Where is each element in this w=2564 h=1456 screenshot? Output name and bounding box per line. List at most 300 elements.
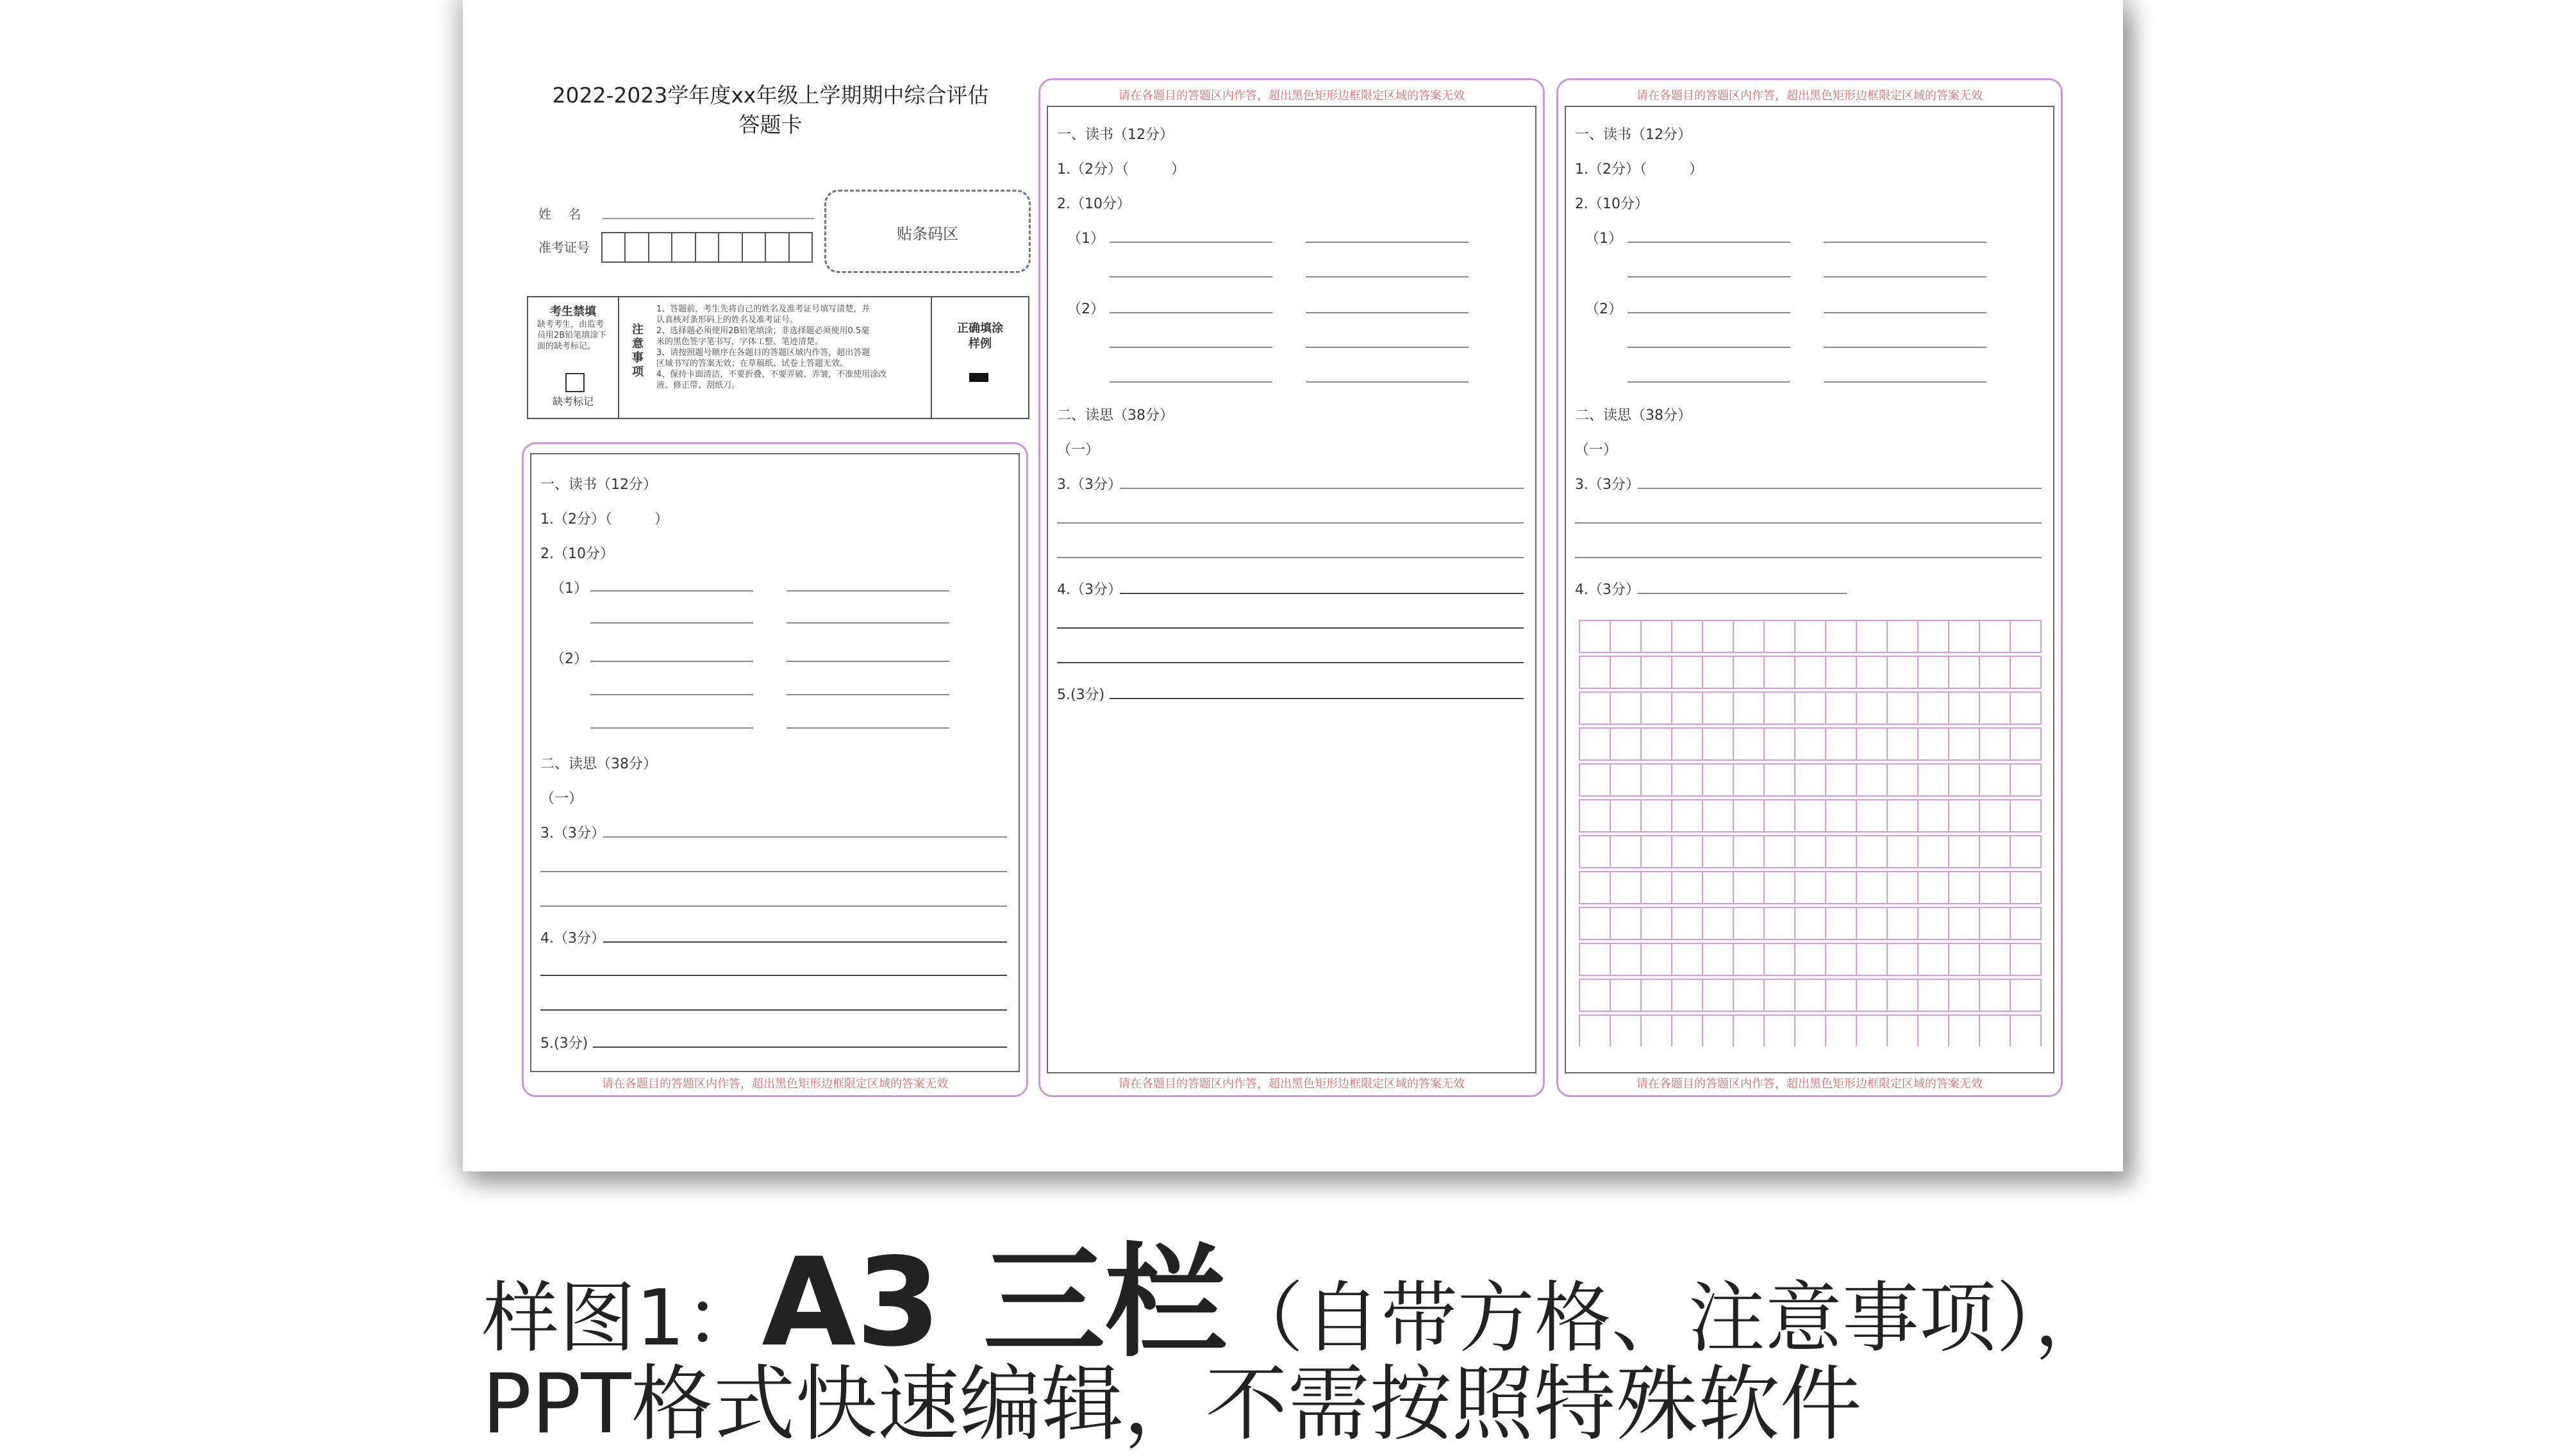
grid-cell — [1702, 800, 1733, 832]
answer-frame-col1 — [522, 442, 1028, 1097]
grid-cell — [1979, 836, 2010, 868]
answer-line — [1057, 662, 1524, 663]
question-1: 1.（2分）（ ） — [1057, 161, 1185, 178]
grid-cell — [1949, 656, 1979, 688]
grid-cell — [1672, 943, 1702, 975]
grid-cell — [1641, 656, 1672, 688]
grid-cell — [1641, 764, 1672, 796]
grid-cell — [1610, 764, 1641, 796]
grid-cell — [1949, 979, 1979, 1011]
answer-line — [1306, 347, 1469, 348]
grid-cell — [1672, 764, 1702, 796]
grid-cell — [1579, 800, 1610, 832]
grid-cell — [1887, 836, 1918, 868]
grid-cell — [1610, 907, 1641, 939]
grid-cell — [1764, 620, 1795, 652]
grid-cell — [2010, 907, 2041, 939]
grid-cell — [1579, 1015, 1610, 1046]
answer-frame-col2 — [1038, 78, 1545, 1097]
absent-mark-checkbox[interactable] — [565, 373, 585, 392]
notice-line: 4、保持卡面清洁，不要折叠、不要弄破、弄皱，不准使用涂改 — [656, 370, 887, 379]
grid-cell — [1641, 692, 1672, 724]
grid-cell — [1579, 943, 1610, 975]
grid-cell — [1949, 836, 1979, 868]
grid-cell — [2010, 728, 2041, 760]
grid-cell — [1826, 620, 1856, 652]
grid-cell — [1918, 692, 1949, 724]
notice-text — [656, 304, 932, 391]
answer-line — [1638, 593, 1847, 594]
grid-cell — [1733, 979, 1764, 1011]
grid-cell — [1826, 656, 1856, 688]
grid-cell — [1610, 979, 1641, 1011]
caption-line-2: PPT格式快速编辑，不需按照特殊软件 — [482, 1357, 1862, 1452]
grid-cell — [1979, 943, 2010, 975]
grid-cell — [1918, 800, 1949, 832]
answer-line — [593, 1046, 1007, 1048]
grid-cell — [1764, 728, 1795, 760]
answer-line — [1824, 312, 1986, 313]
name-line — [603, 218, 814, 219]
grid-cell — [1641, 872, 1672, 904]
question-3: 3.（3分） — [1575, 477, 1640, 493]
part-1-title: （一） — [1057, 442, 1100, 458]
grid-cell — [1856, 943, 1887, 975]
grid-cell — [1610, 728, 1641, 760]
answer-line — [1110, 347, 1272, 348]
grid-cell — [1733, 907, 1764, 939]
question-2-sub-2: （2） — [1585, 301, 1622, 317]
grid-cell — [2010, 800, 2041, 832]
grid-cell — [1672, 620, 1702, 652]
grid-cell — [1795, 872, 1826, 904]
grid-cell — [1826, 728, 1856, 760]
grid-cell — [1826, 764, 1856, 796]
answer-line — [1575, 522, 2042, 524]
grid-cell — [1918, 728, 1949, 760]
grid-cell — [1672, 728, 1702, 760]
title-line-1: 2022-2023学年度xx年级上学期期中综合评估 — [552, 83, 989, 108]
grid-cell — [1856, 728, 1887, 760]
grid-cell — [1795, 764, 1826, 796]
question-3: 3.（3分） — [540, 825, 605, 841]
grid-cell — [1887, 907, 1918, 939]
grid-cell — [1764, 656, 1795, 688]
grid-cell — [1856, 692, 1887, 724]
answer-line — [540, 1009, 1007, 1011]
grid-cell — [1733, 943, 1764, 975]
grid-cell — [1887, 1015, 1918, 1046]
grid-cell — [1856, 1015, 1887, 1046]
grid-cell — [1856, 907, 1887, 939]
answer-line — [1057, 627, 1524, 629]
grid-cell — [1826, 836, 1856, 868]
grid-cell — [1610, 943, 1641, 975]
grid-cell — [1826, 692, 1856, 724]
grid-cell — [1918, 907, 1949, 939]
grid-cell — [1856, 656, 1887, 688]
grid-cell — [1856, 620, 1887, 652]
composition-grid — [1579, 620, 2043, 1046]
answer-line — [1110, 698, 1524, 699]
grid-cell — [1949, 692, 1979, 724]
name-label: 姓 名 — [538, 206, 581, 222]
grid-cell — [1795, 1015, 1826, 1046]
answer-line — [603, 941, 1007, 943]
question-1: 1.（2分）（ ） — [1575, 161, 1703, 178]
grid-cell — [1856, 764, 1887, 796]
grid-cell — [1979, 872, 2010, 904]
grid-cell — [1979, 800, 2010, 832]
grid-cell — [1641, 943, 1672, 975]
grid-cell — [1764, 872, 1795, 904]
grid-cell — [2010, 1015, 2041, 1046]
grid-cell — [1610, 620, 1641, 652]
grid-cell — [1826, 1015, 1856, 1046]
answer-line — [540, 906, 1007, 907]
grid-cell — [1764, 800, 1795, 832]
answer-line — [1306, 276, 1469, 277]
grid-cell — [1795, 656, 1826, 688]
grid-cell — [1610, 656, 1641, 688]
answer-line — [1824, 381, 1986, 383]
notice-line: 3、请按照题号顺序在各题目的答题区域内作答，超出答题 — [656, 348, 870, 358]
grid-cell — [1702, 872, 1733, 904]
answer-line — [590, 590, 753, 592]
question-2: 2.（10分） — [540, 546, 614, 562]
grid-cell — [1979, 764, 2010, 796]
barcode-area — [824, 190, 1031, 273]
grid-cell — [1579, 692, 1610, 724]
grid-cell — [1918, 656, 1949, 688]
grid-cell — [1702, 764, 1733, 796]
grid-cell — [1641, 728, 1672, 760]
question-2-sub-1: （1） — [551, 581, 588, 597]
grid-cell — [1856, 979, 1887, 1011]
warning-text: 请在各题目的答题区内作答，超出黑色矩形边框限定区域的答案无效 — [602, 1077, 948, 1091]
notice-title: 注意事项 — [632, 323, 644, 379]
grid-cell — [1795, 836, 1826, 868]
grid-cell — [1610, 692, 1641, 724]
question-3: 3.（3分） — [1057, 477, 1122, 493]
barcode-label: 贴条码区 — [897, 225, 958, 243]
grid-cell — [1979, 656, 2010, 688]
grid-cell — [1702, 907, 1733, 939]
grid-cell — [1672, 979, 1702, 1011]
grid-cell — [1702, 1015, 1733, 1046]
answer-frame-col3 — [1556, 78, 2063, 1097]
grid-cell — [1672, 907, 1702, 939]
notice-line: 1、答题前，考生先将自己的姓名及准考证号填写清楚，并 — [656, 304, 870, 314]
section-2-title: 二、读思（38分） — [1575, 408, 1692, 424]
notice-line: 区域书写的答案无效；在草稿纸、试卷上答题无效。 — [656, 359, 849, 368]
grid-cell — [1610, 872, 1641, 904]
grid-cell — [1979, 979, 2010, 1011]
notice-line: 2、选择题必须使用2B铅笔填涂；非选择题必须使用0.5毫 — [656, 326, 870, 336]
caption-bold: A3 三栏 — [762, 1232, 1227, 1373]
grid-cell — [1733, 872, 1764, 904]
grid-cell — [1579, 764, 1610, 796]
grid-cell — [1979, 907, 2010, 939]
answer-line — [1306, 242, 1469, 243]
grid-cell — [1641, 979, 1672, 1011]
grid-cell — [2010, 764, 2041, 796]
answer-line — [787, 694, 949, 695]
caption-prefix: 样图1： — [482, 1274, 762, 1363]
grid-cell — [1641, 620, 1672, 652]
question-4: 4.（3分） — [540, 931, 605, 947]
grid-cell — [1949, 728, 1979, 760]
warning-text: 请在各题目的答题区内作答，超出黑色矩形边框限定区域的答案无效 — [1119, 89, 1465, 103]
question-4: 4.（3分） — [1057, 582, 1122, 598]
grid-cell — [1949, 943, 1979, 975]
grid-cell — [1826, 800, 1856, 832]
grid-cell — [1979, 692, 2010, 724]
answer-line — [1638, 488, 2042, 489]
grid-cell — [1672, 1015, 1702, 1046]
grid-cell — [1764, 943, 1795, 975]
grid-cell — [2010, 836, 2041, 868]
grid-cell — [1887, 872, 1918, 904]
grid-cell — [1949, 872, 1979, 904]
section-2-title: 二、读思（38分） — [540, 756, 657, 772]
grid-cell — [1672, 836, 1702, 868]
candidate-forbidden-text: 缺考考生，由监考员用2B铅笔填涂下面的缺考标记。 — [537, 320, 607, 351]
answer-line — [603, 836, 1007, 838]
grid-cell — [1641, 1015, 1672, 1046]
warning-text: 请在各题目的答题区内作答，超出黑色矩形边框限定区域的答案无效 — [1119, 1077, 1465, 1091]
grid-cell — [1856, 836, 1887, 868]
filled-sample-mark — [969, 373, 988, 382]
answer-line — [1057, 557, 1524, 558]
answer-line — [1824, 347, 1986, 348]
answer-line — [787, 622, 949, 624]
correct-fill-label: 正确填涂 — [957, 322, 1003, 335]
question-2-sub-1: （1） — [1585, 231, 1622, 247]
absent-mark-label: 缺考标记 — [552, 395, 594, 408]
grid-cell — [1733, 656, 1764, 688]
grid-cell — [1702, 943, 1733, 975]
grid-cell — [1795, 979, 1826, 1011]
grid-cell — [1579, 872, 1610, 904]
answer-line — [1627, 347, 1790, 348]
grid-cell — [1733, 836, 1764, 868]
grid-cell — [1733, 1015, 1764, 1046]
answer-box-col3 — [1565, 106, 2054, 1073]
answer-box-col2 — [1047, 106, 1536, 1073]
grid-cell — [1733, 800, 1764, 832]
grid-cell — [1672, 872, 1702, 904]
notice-line: 液、修正带、刮纸刀。 — [656, 381, 740, 390]
question-2-sub-1: （1） — [1067, 231, 1104, 247]
grid-cell — [1979, 620, 2010, 652]
grid-cell — [1795, 943, 1826, 975]
grid-cell — [1918, 836, 1949, 868]
grid-cell — [1795, 907, 1826, 939]
grid-cell — [2010, 620, 2041, 652]
warning-text: 请在各题目的答题区内作答，超出黑色矩形边框限定区域的答案无效 — [1636, 1077, 1983, 1091]
grid-cell — [1918, 764, 1949, 796]
question-2-sub-2: （2） — [551, 651, 588, 667]
grid-cell — [1702, 728, 1733, 760]
grid-cell — [1949, 907, 1979, 939]
answer-line — [590, 622, 753, 624]
candidate-forbidden-cell — [528, 297, 619, 418]
caption-suffix: （自带方格、注意事项）， — [1226, 1274, 2111, 1363]
correct-fill-label-2: 样例 — [969, 337, 992, 351]
grid-cell — [1702, 656, 1733, 688]
grid-cell — [1979, 1015, 2010, 1046]
candidate-forbidden-title: 考生禁填 — [550, 305, 596, 318]
grid-cell — [2010, 656, 2041, 688]
answer-line — [1110, 276, 1272, 277]
answer-line — [787, 727, 949, 729]
grid-cell — [1579, 979, 1610, 1011]
grid-cell — [1826, 943, 1856, 975]
answer-line — [1824, 242, 1986, 243]
answer-line — [1110, 242, 1272, 243]
grid-cell — [1702, 692, 1733, 724]
answer-box-col1 — [530, 453, 1020, 1072]
answer-line — [787, 590, 949, 592]
grid-cell — [1733, 692, 1764, 724]
grid-cell — [1641, 800, 1672, 832]
question-4: 4.（3分） — [1575, 582, 1640, 598]
answer-line — [1627, 312, 1790, 313]
grid-cell — [1579, 620, 1610, 652]
question-2: 2.（10分） — [1575, 196, 1649, 212]
grid-cell — [1702, 836, 1733, 868]
grid-cell — [1579, 836, 1610, 868]
grid-cell — [1826, 979, 1856, 1011]
grid-cell — [1733, 764, 1764, 796]
grid-cell — [1887, 764, 1918, 796]
grid-cell — [1702, 979, 1733, 1011]
question-1: 1.（2分）（ ） — [540, 511, 669, 527]
grid-cell — [1887, 692, 1918, 724]
question-5: 5.(3分) — [540, 1036, 588, 1052]
answer-line — [1627, 242, 1790, 243]
question-2-sub-2: （2） — [1067, 301, 1104, 317]
grid-cell — [1610, 1015, 1641, 1046]
grid-cell — [1949, 764, 1979, 796]
grid-cell — [1764, 907, 1795, 939]
grid-cell — [1795, 800, 1826, 832]
grid-cell — [1826, 872, 1856, 904]
section-1-title: 一、读书（12分） — [1575, 127, 1692, 143]
notice-line: 米的黑色签字笔书写，字体工整、笔迹清楚。 — [656, 337, 824, 347]
answer-line — [590, 661, 753, 662]
grid-cell — [1672, 800, 1702, 832]
grid-cell — [1949, 800, 1979, 832]
grid-cell — [1918, 872, 1949, 904]
answer-line — [590, 727, 753, 729]
answer-line — [1120, 593, 1524, 594]
grid-cell — [1949, 620, 1979, 652]
answer-sheet — [463, 0, 2123, 1171]
answer-line — [1110, 312, 1272, 313]
grid-cell — [1764, 764, 1795, 796]
notice-line: 认真核对条形码上的姓名及准考证号。 — [656, 315, 799, 325]
grid-cell — [1641, 907, 1672, 939]
grid-cell — [1918, 943, 1949, 975]
grid-cell — [1795, 620, 1826, 652]
answer-line — [1306, 381, 1469, 383]
section-2-title: 二、读思（38分） — [1057, 408, 1174, 424]
grid-cell — [1672, 692, 1702, 724]
grid-cell — [1887, 943, 1918, 975]
grid-cell — [1733, 620, 1764, 652]
grid-cell — [1733, 728, 1764, 760]
exam-id-label: 准考证号 — [538, 240, 590, 255]
grid-cell — [1764, 979, 1795, 1011]
grid-cell — [1641, 836, 1672, 868]
grid-cell — [1579, 728, 1610, 760]
answer-line — [1824, 276, 1986, 277]
grid-cell — [1918, 1015, 1949, 1046]
answer-line — [1057, 522, 1524, 524]
section-1-title: 一、读书（12分） — [1057, 127, 1174, 143]
grid-cell — [1887, 979, 1918, 1011]
grid-cell — [1610, 836, 1641, 868]
question-2: 2.（10分） — [1057, 196, 1131, 212]
grid-cell — [1887, 800, 1918, 832]
grid-cell — [1764, 1015, 1795, 1046]
answer-line — [1306, 312, 1469, 313]
answer-line — [787, 661, 949, 662]
answer-line — [1627, 276, 1790, 277]
answer-line — [540, 975, 1007, 976]
grid-cell — [1764, 836, 1795, 868]
part-1-title: （一） — [540, 791, 583, 807]
grid-cell — [1579, 656, 1610, 688]
answer-line — [590, 694, 753, 695]
answer-line — [1627, 381, 1790, 383]
info-table — [527, 296, 1029, 419]
exam-id-boxes — [601, 232, 813, 263]
correct-fill-cell — [931, 297, 1028, 418]
grid-cell — [2010, 692, 2041, 724]
grid-cell — [2010, 872, 2041, 904]
answer-line — [1575, 557, 2042, 558]
grid-cell — [2010, 943, 2041, 975]
warning-text: 请在各题目的答题区内作答，超出黑色矩形边框限定区域的答案无效 — [1636, 89, 1983, 103]
grid-cell — [1826, 907, 1856, 939]
answer-line — [1110, 381, 1272, 383]
grid-cell — [1887, 728, 1918, 760]
sheet-title — [546, 81, 995, 140]
grid-cell — [1887, 620, 1918, 652]
grid-cell — [1579, 907, 1610, 939]
grid-cell — [1795, 728, 1826, 760]
section-1-title: 一、读书（12分） — [540, 477, 657, 493]
grid-cell — [1702, 620, 1733, 652]
title-line-2: 答题卡 — [738, 112, 803, 137]
answer-line — [540, 871, 1007, 872]
grid-cell — [1856, 800, 1887, 832]
grid-cell — [1795, 692, 1826, 724]
grid-cell — [1672, 656, 1702, 688]
grid-cell — [1856, 872, 1887, 904]
grid-cell — [1918, 979, 1949, 1011]
grid-cell — [1610, 800, 1641, 832]
part-1-title: （一） — [1575, 442, 1618, 458]
grid-cell — [1887, 656, 1918, 688]
grid-cell — [2010, 979, 2041, 1011]
grid-cell — [1979, 728, 2010, 760]
answer-line — [1120, 488, 1524, 489]
grid-cell — [1764, 692, 1795, 724]
